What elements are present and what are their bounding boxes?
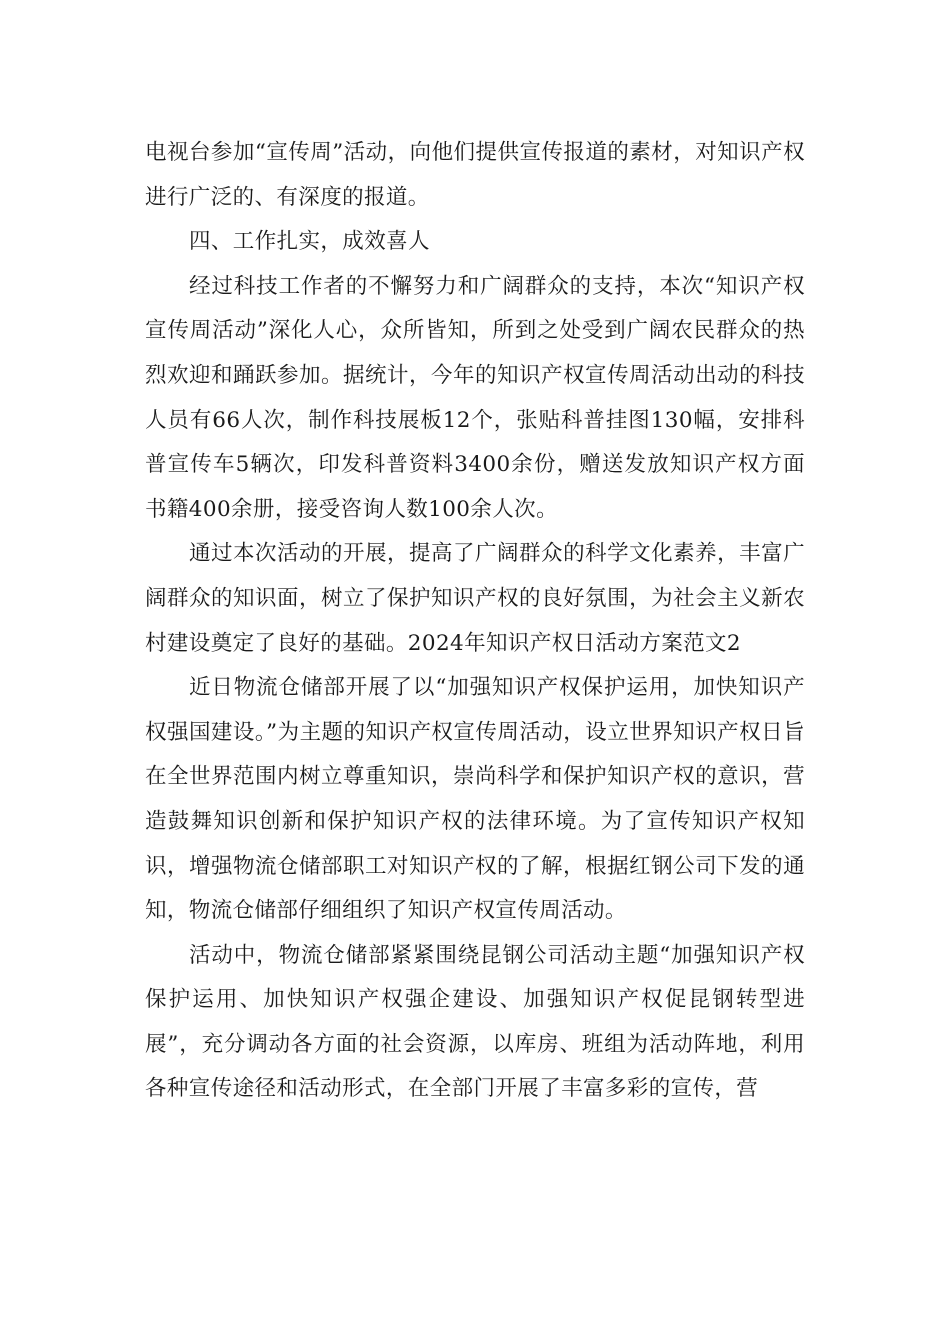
- paragraph-3: 通过本次活动的开展，提高了广阔群众的科学文化素养，丰富广阔群众的知识面，树立了保护知识产权的良好氛围，为社会主义新农村建设奠定了良好的基础。2024年知识产权日活动方案范文2: [145, 541, 805, 656]
- paragraph-2: 经过科技工作者的不懈努力和广阔群众的支持，本次“知识产权宣传周活动”深化人心，众所皆知，所到之处受到广阔农民群众的热烈欢迎和踊跃参加。据统计，今年的知识产权宣传周活动出动的科技人员有66人次，制作科技展板12个，张贴科普挂图130幅，安排科普宣传车5辆次，印发科普资料3400余份，赠送发放知识产权方面书籍400余册，接受咨询人数100余人次。: [145, 273, 805, 522]
- document-body: [145, 131, 805, 1112]
- paragraph-1: 电视台参加“宣传周”活动，向他们提供宣传报道的素材，对知识产权进行广泛的、有深度的报道。: [145, 140, 805, 210]
- section-heading-4: 四、工作扎实，成效喜人: [189, 229, 430, 255]
- paragraph-4: 近日物流仓储部开展了以“加强知识产权保护运用，加快知识产权强国建设。”为主题的知识产权宣传周活动，设立世界知识产权日旨在全世界范围内树立尊重知识，崇尚科学和保护知识产权的意识，营造鼓舞知识创新和保护知识产权的法律环境。为了宣传知识产权知识，增强物流仓储部职工对知识产权的了解，根据红钢公司下发的通知，物流仓储部仔细组织了知识产权宣传周活动。: [145, 675, 805, 924]
- paragraph-5: 活动中，物流仓储部紧紧围绕昆钢公司活动主题“加强知识产权保护运用、加快知识产权强企建设、加强知识产权促昆钢转型进展”，充分调动各方面的社会资源，以库房、班组为活动阵地，利用各种宣传途径和活动形式，在全部门开展了丰富多彩的宣传，营: [145, 942, 805, 1102]
